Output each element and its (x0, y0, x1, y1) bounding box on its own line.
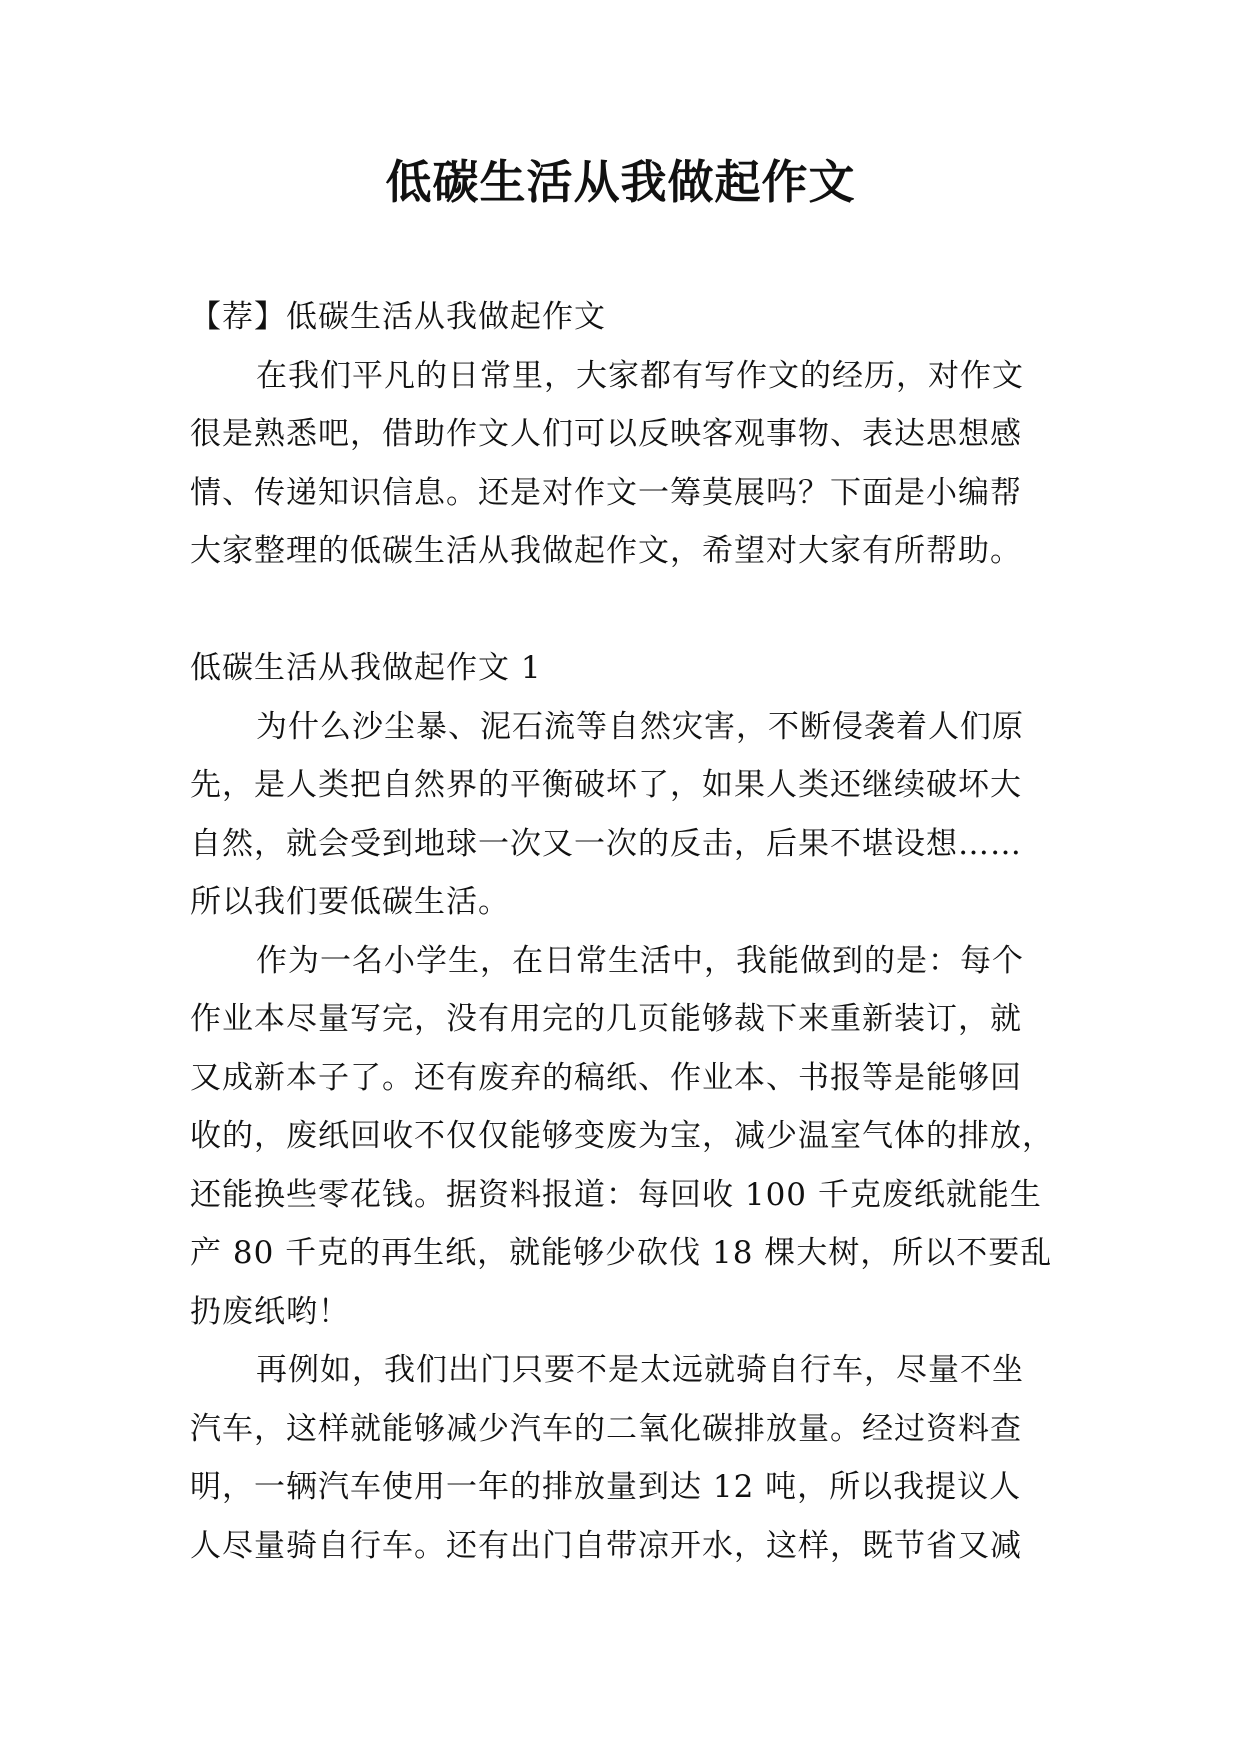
text-line: 作业本尽量写完，没有用完的几页能够裁下来重新装订，就 (190, 1001, 1022, 1037)
text-line: 为什么沙尘暴、泥石流等自然灾害，不断侵袭着人们原 (256, 708, 1024, 745)
text-line: 还能换些零花钱。据资料报道：每回收 100 千克废纸就能生 (190, 1176, 1042, 1213)
text-line: 情、传递知识信息。还是对作文一筹莫展吗？下面是小编帮 (190, 474, 1022, 511)
text-line: 在我们平凡的日常里，大家都有写作文的经历，对作文 (256, 357, 1024, 394)
text-line: 先，是人类把自然界的平衡破坏了，如果人类还继续破坏大 (190, 767, 1022, 803)
text-line: 汽车，这样就能够减少汽车的二氧化碳排放量。经过资料查 (190, 1410, 1022, 1447)
text-line: 收的，废纸回收不仅仅能够变废为宝，减少温室气体的排放， (190, 1118, 1054, 1154)
text-line: 扔废纸哟！ (190, 1293, 350, 1330)
text-line: 又成新本子了。还有废弃的稿纸、作业本、书报等是能够回 (190, 1059, 1022, 1096)
text-line: 自然，就会受到地球一次又一次的反击，后果不堪设想…… (190, 825, 1022, 862)
text-line: 产 80 千克的再生纸，就能够少砍伐 18 棵大树，所以不要乱 (190, 1235, 1053, 1271)
text-line: 作为一名小学生，在日常生活中，我能做到的是：每个 (256, 942, 1024, 979)
text-line: 人尽量骑自行车。还有出门自带凉开水，这样，既节省又减 (190, 1527, 1022, 1564)
text-line: 再例如，我们出门只要不是太远就骑自行车，尽量不坐 (256, 1352, 1024, 1388)
text-line: 很是熟悉吧，借助作文人们可以反映客观事物、表达思想感 (190, 416, 1022, 452)
text-line: 【荐】低碳生活从我做起作文 (190, 299, 606, 335)
page-title: 低碳生活从我做起作文 (385, 155, 856, 209)
text-line: 所以我们要低碳生活。 (190, 884, 510, 920)
text-line: 明，一辆汽车使用一年的排放量到达 12 吨，所以我提议人 (190, 1469, 1022, 1505)
document-body (190, 288, 1060, 1575)
paragraph-gap (190, 581, 1060, 640)
text-line: 大家整理的低碳生活从我做起作文，希望对大家有所帮助。 (190, 533, 1022, 569)
text-line: 低碳生活从我做起作文 1 (190, 650, 542, 686)
